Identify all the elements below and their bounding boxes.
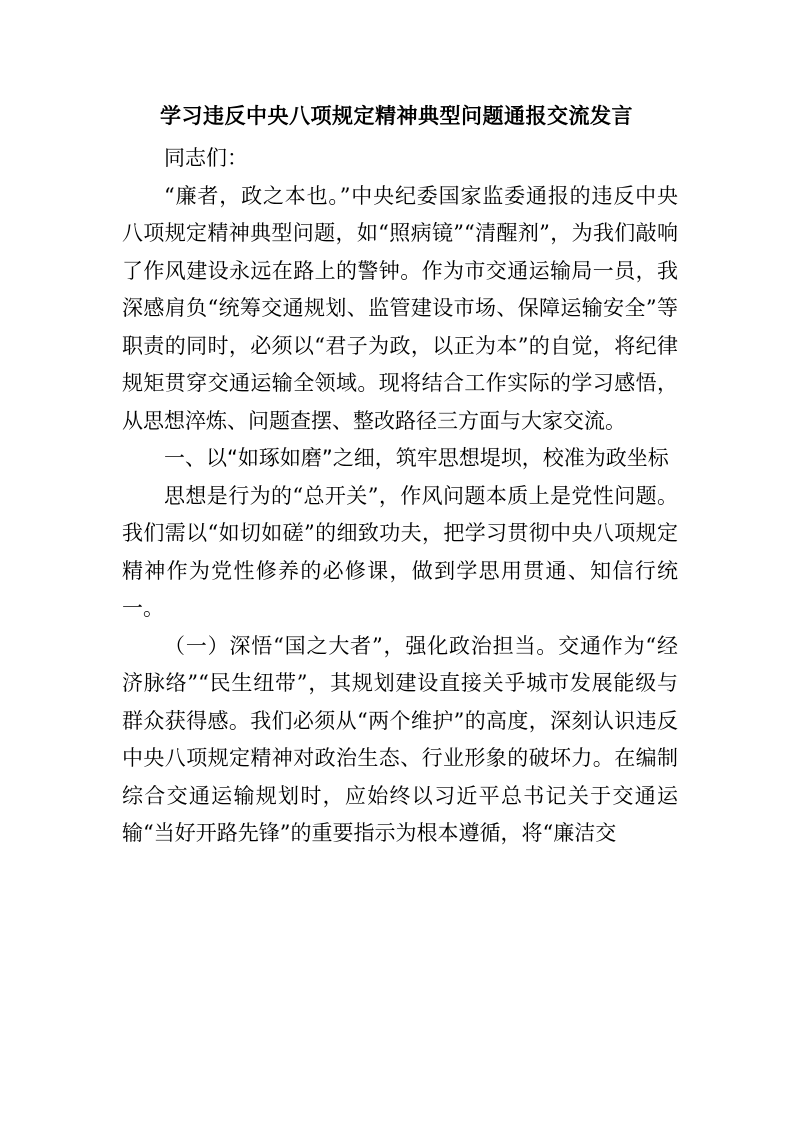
paragraph-intro: “廉者，政之本也。”中央纪委国家监委通报的违反中央八项规定精神典型问题，如“照病镜”“清醒剂”，为我们敲响了作风建设永远在路上的警钟。作为市交通运输局一员，我深感肩负“统筹交通规划、监管建设市场、保障运输安全”等职责的同时，必须以“君子为政，以正为本”的自觉，将纪律规矩贯穿交通运输全领域。现将结合工作实际的学习感悟，从思想淬炼、问题查摆、整改路径三方面与大家交流。 [122,183,678,433]
paragraph-section-1: 思想是行为的“总开关”，作风问题本质上是党性问题。我们需以“如切如磋”的细致功夫，把学习贯彻中央八项规定精神作为党性修养的必修课，做到学思用贯通、知信行统一。 [122,483,678,620]
salutation: 同志们： [164,146,248,170]
paragraph-subsection-1: （一）深悟“国之大者”，强化政治担当。交通作为“经济脉络”“民生纽带”，其规划建设直接关乎城市发展能级与群众获得感。我们必须从“两个维护”的高度，深刻认识违反中央八项规定精神对政治生态、行业形象的破坏力。在编制综合交通运输规划时，应始终以习近平总书记关于交通运输“当好开路先锋”的重要指示为根本遵循，将“廉洁交 [122,633,678,845]
document-body [122,140,678,853]
section-heading-1: 一、以“如琢如磨”之细，筑牢思想堤坝，校准为政坐标 [164,446,669,470]
document-title: 学习违反中央八项规定精神典型问题通报交流发言 [160,104,633,128]
